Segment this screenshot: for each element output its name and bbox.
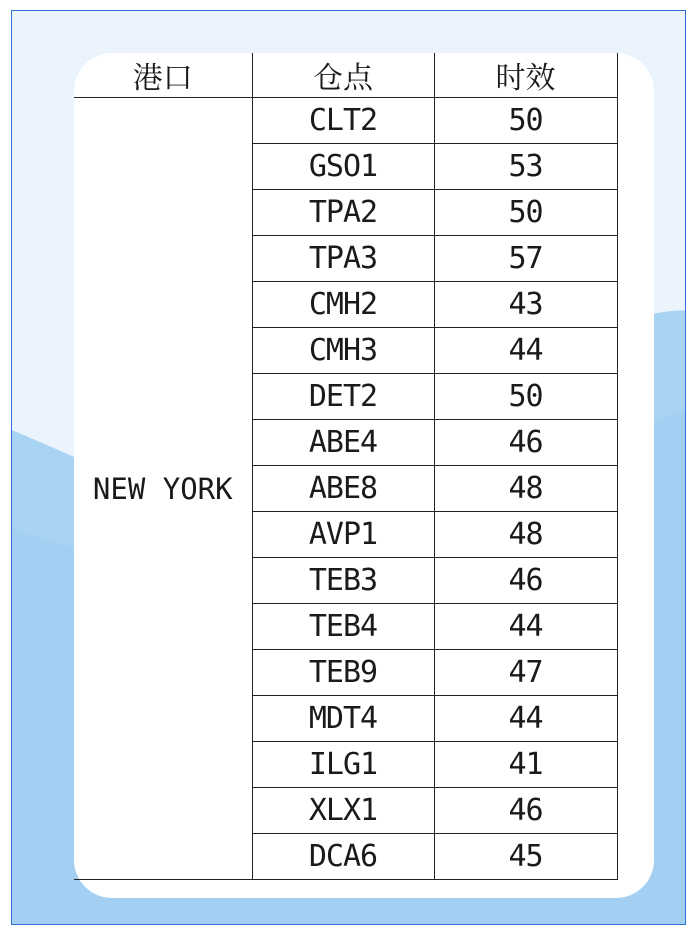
warehouse-cell: ABE4: [252, 420, 434, 466]
warehouse-cell: CLT2: [252, 98, 434, 144]
header-warehouse: 仓点: [252, 53, 434, 98]
transit-time-cell: 50: [434, 98, 617, 144]
warehouse-cell: TEB4: [252, 604, 434, 650]
transit-time-cell: 41: [434, 742, 617, 788]
transit-time-cell: 50: [434, 374, 617, 420]
header-port: 港口: [74, 53, 252, 98]
port-cell: NEW YORK: [74, 98, 252, 880]
warehouse-cell: DET2: [252, 374, 434, 420]
transit-time-cell: 46: [434, 558, 617, 604]
warehouse-cell: TPA2: [252, 190, 434, 236]
transit-time-cell: 47: [434, 650, 617, 696]
transit-time-table: [74, 53, 618, 880]
table-row: [74, 98, 617, 144]
warehouse-cell: ABE8: [252, 466, 434, 512]
warehouse-cell: TEB9: [252, 650, 434, 696]
warehouse-cell: XLX1: [252, 788, 434, 834]
transit-time-cell: 46: [434, 420, 617, 466]
warehouse-cell: MDT4: [252, 696, 434, 742]
warehouse-cell: ILG1: [252, 742, 434, 788]
transit-time-cell: 43: [434, 282, 617, 328]
transit-time-cell: 48: [434, 512, 617, 558]
warehouse-cell: GSO1: [252, 144, 434, 190]
transit-time-cell: 45: [434, 834, 617, 880]
transit-time-cell: 44: [434, 604, 617, 650]
warehouse-cell: DCA6: [252, 834, 434, 880]
transit-time-cell: 53: [434, 144, 617, 190]
transit-time-cell: 44: [434, 696, 617, 742]
transit-time-cell: 44: [434, 328, 617, 374]
transit-time-cell: 57: [434, 236, 617, 282]
header-transit-time: 时效: [434, 53, 617, 98]
warehouse-cell: TPA3: [252, 236, 434, 282]
transit-time-cell: 50: [434, 190, 617, 236]
transit-time-cell: 48: [434, 466, 617, 512]
table-body: [74, 98, 617, 880]
warehouse-cell: CMH2: [252, 282, 434, 328]
warehouse-cell: TEB3: [252, 558, 434, 604]
transit-time-cell: 46: [434, 788, 617, 834]
warehouse-cell: AVP1: [252, 512, 434, 558]
warehouse-cell: CMH3: [252, 328, 434, 374]
table-header-row: [74, 53, 617, 98]
